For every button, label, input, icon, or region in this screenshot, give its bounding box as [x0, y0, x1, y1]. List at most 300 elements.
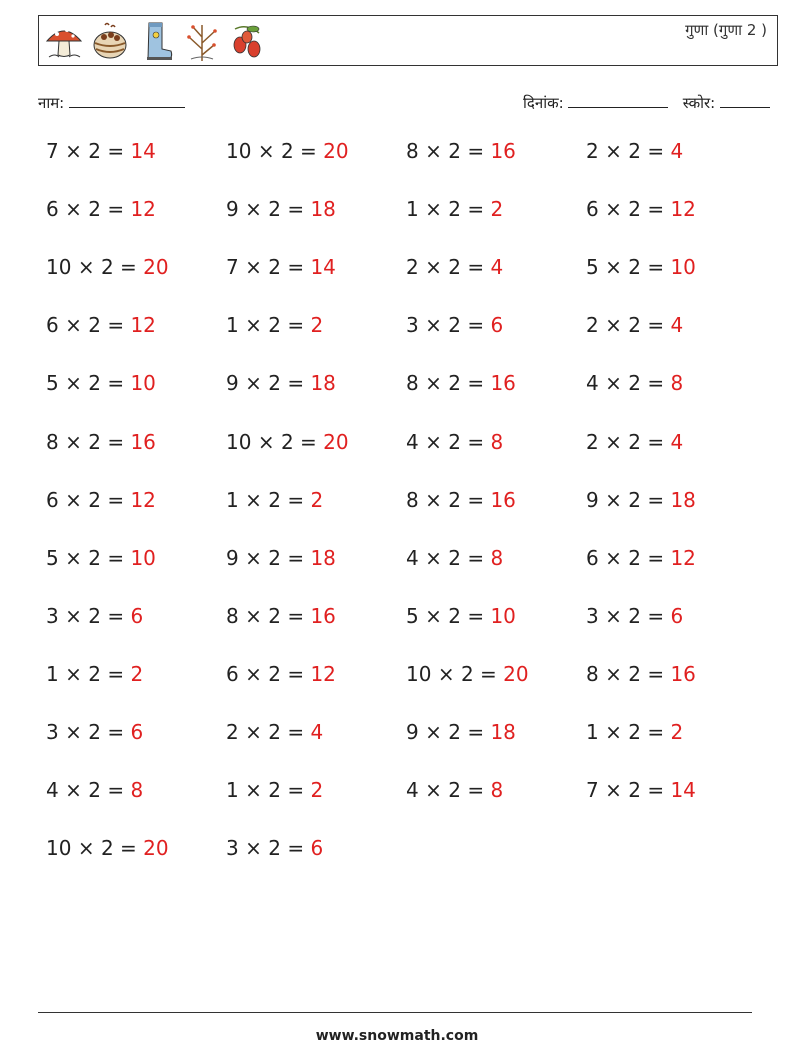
worksheet-header — [38, 15, 778, 66]
problem-item — [406, 778, 503, 802]
operand-a: 9 — [406, 720, 426, 744]
equals-sign: = — [107, 778, 131, 803]
answer: 8 — [130, 778, 144, 803]
operand-b: 2 — [268, 371, 288, 396]
answer: 8 — [490, 778, 504, 803]
mushroom-icon — [43, 19, 85, 63]
times-sign: × — [65, 545, 89, 570]
equals-sign: = — [107, 720, 131, 744]
times-sign: × — [605, 603, 629, 628]
times-sign: × — [605, 778, 629, 803]
answer: 4 — [310, 720, 324, 744]
problem-item — [586, 720, 683, 744]
problem-item — [226, 430, 349, 454]
problem-item — [586, 139, 683, 163]
operand-b: 2 — [628, 545, 648, 570]
answer: 6 — [490, 313, 504, 338]
operand-b: 2 — [628, 255, 648, 280]
operand-a: 4 — [586, 371, 606, 396]
equals-sign: = — [467, 603, 491, 628]
equals-sign: = — [287, 603, 311, 628]
times-sign: × — [425, 778, 449, 803]
problem-item — [406, 371, 516, 395]
problem-item — [406, 720, 516, 744]
answer: 4 — [670, 429, 684, 454]
equals-sign: = — [287, 197, 311, 222]
times-sign: × — [65, 313, 89, 338]
answer: 2 — [310, 778, 324, 803]
answer: 16 — [130, 429, 156, 454]
operand-b: 2 — [628, 313, 648, 338]
answer: 12 — [670, 545, 696, 570]
operand-b: 2 — [628, 603, 648, 628]
answer: 4 — [670, 139, 684, 163]
answer: 18 — [310, 371, 336, 396]
operand-a: 5 — [46, 545, 66, 570]
operand-a: 7 — [46, 139, 66, 163]
problem-item — [46, 546, 156, 570]
name-label: नाम: — [38, 94, 65, 112]
operand-b: 2 — [448, 255, 468, 280]
rosehip-berries-icon — [227, 19, 269, 63]
answer: 18 — [310, 197, 336, 222]
times-sign: × — [245, 778, 269, 803]
problem-item — [226, 371, 336, 395]
times-sign: × — [425, 429, 449, 454]
operand-b: 2 — [88, 429, 108, 454]
answer: 20 — [323, 139, 349, 163]
equals-sign: = — [647, 139, 671, 163]
operand-b: 2 — [88, 661, 108, 686]
operand-a: 9 — [226, 197, 246, 222]
equals-sign: = — [120, 255, 144, 280]
answer: 2 — [310, 487, 324, 512]
operand-a: 6 — [226, 661, 246, 686]
times-sign: × — [605, 139, 629, 163]
operand-a: 3 — [46, 720, 66, 744]
icon-strip — [43, 19, 269, 63]
times-sign: × — [245, 661, 269, 686]
operand-b: 2 — [628, 429, 648, 454]
answer: 20 — [143, 836, 169, 861]
equals-sign: = — [107, 661, 131, 686]
operand-b: 2 — [448, 603, 468, 628]
answer: 12 — [130, 197, 156, 222]
equals-sign: = — [467, 255, 491, 280]
operand-a: 3 — [586, 603, 606, 628]
operand-b: 2 — [268, 313, 288, 338]
operand-a: 10 — [46, 836, 78, 861]
times-sign: × — [245, 836, 269, 861]
times-sign: × — [65, 603, 89, 628]
equals-sign: = — [647, 255, 671, 280]
answer: 20 — [323, 429, 349, 454]
answer: 2 — [310, 313, 324, 338]
answer: 10 — [670, 255, 696, 280]
answer: 6 — [130, 720, 144, 744]
operand-b: 2 — [88, 603, 108, 628]
operand-b: 2 — [268, 197, 288, 222]
equals-sign: = — [287, 720, 311, 744]
operand-b: 2 — [268, 720, 288, 744]
answer: 6 — [130, 603, 144, 628]
times-sign: × — [437, 661, 461, 686]
rain-boot-icon — [135, 19, 177, 63]
operand-a: 2 — [406, 255, 426, 280]
problem-item — [226, 662, 336, 686]
problem-item — [226, 778, 323, 802]
operand-b: 2 — [628, 720, 648, 744]
answer: 14 — [310, 255, 336, 280]
operand-a: 8 — [406, 371, 426, 396]
footer-url[interactable]: www.snowmath.com — [315, 1028, 479, 1044]
answer: 12 — [670, 197, 696, 222]
operand-a: 2 — [586, 429, 606, 454]
answer: 14 — [130, 139, 156, 163]
answer: 6 — [310, 836, 324, 861]
answer: 18 — [490, 720, 516, 744]
answer: 18 — [310, 545, 336, 570]
sheet-title: गुणा (गुणा 2 ) — [685, 21, 767, 39]
equals-sign: = — [467, 429, 491, 454]
score-label: स्कोर: — [682, 94, 716, 112]
problem-item — [406, 662, 529, 686]
operand-a: 4 — [406, 545, 426, 570]
answer: 12 — [130, 487, 156, 512]
times-sign: × — [245, 371, 269, 396]
name-field[interactable] — [38, 93, 185, 113]
answer: 16 — [310, 603, 336, 628]
times-sign: × — [245, 603, 269, 628]
operand-b: 2 — [88, 778, 108, 803]
equals-sign: = — [647, 429, 671, 454]
equals-sign: = — [300, 139, 324, 163]
problem-item — [586, 546, 696, 570]
times-sign: × — [425, 603, 449, 628]
operand-b: 2 — [268, 545, 288, 570]
equals-sign: = — [647, 197, 671, 222]
problem-item — [46, 430, 156, 454]
operand-a: 4 — [406, 429, 426, 454]
equals-sign: = — [300, 429, 324, 454]
operand-b: 2 — [268, 603, 288, 628]
problem-item — [586, 313, 683, 337]
problem-item — [406, 313, 503, 337]
operand-a: 1 — [226, 487, 246, 512]
operand-b: 2 — [88, 197, 108, 222]
operand-b: 2 — [628, 661, 648, 686]
equals-sign: = — [287, 255, 311, 280]
equals-sign: = — [107, 545, 131, 570]
operand-b: 2 — [448, 487, 468, 512]
answer: 10 — [130, 545, 156, 570]
score-blank[interactable] — [720, 93, 770, 108]
times-sign: × — [425, 313, 449, 338]
operand-b: 2 — [628, 139, 648, 163]
times-sign: × — [605, 661, 629, 686]
nut-basket-icon — [89, 19, 131, 63]
equals-sign: = — [647, 720, 671, 744]
times-sign: × — [245, 313, 269, 338]
problem-item — [406, 488, 516, 512]
times-sign: × — [605, 429, 629, 454]
problem-item — [226, 720, 323, 744]
equals-sign: = — [287, 545, 311, 570]
operand-b: 2 — [448, 139, 468, 163]
operand-a: 2 — [586, 139, 606, 163]
problem-item — [406, 139, 516, 163]
times-sign: × — [605, 545, 629, 570]
problem-item — [586, 778, 696, 802]
operand-b: 2 — [448, 545, 468, 570]
problem-item — [46, 604, 143, 628]
operand-b: 2 — [628, 197, 648, 222]
problem-item — [586, 197, 696, 221]
problem-item — [586, 662, 696, 686]
equals-sign: = — [467, 778, 491, 803]
problem-item — [406, 197, 503, 221]
answer: 4 — [490, 255, 504, 280]
problem-item — [226, 604, 336, 628]
equals-sign: = — [647, 661, 671, 686]
equals-sign: = — [287, 313, 311, 338]
times-sign: × — [605, 313, 629, 338]
problem-item — [226, 197, 336, 221]
operand-a: 10 — [226, 139, 258, 163]
operand-b: 2 — [88, 139, 108, 163]
operand-b: 2 — [628, 487, 648, 512]
times-sign: × — [65, 661, 89, 686]
problem-item — [586, 604, 683, 628]
operand-b: 2 — [268, 255, 288, 280]
equals-sign: = — [120, 836, 144, 861]
operand-a: 2 — [226, 720, 246, 744]
equals-sign: = — [287, 487, 311, 512]
answer: 2 — [490, 197, 504, 222]
times-sign: × — [65, 429, 89, 454]
answer: 2 — [130, 661, 144, 686]
operand-a: 8 — [46, 429, 66, 454]
operand-a: 7 — [226, 255, 246, 280]
equals-sign: = — [647, 371, 671, 396]
operand-b: 2 — [448, 429, 468, 454]
times-sign: × — [65, 197, 89, 222]
problem-item — [46, 778, 143, 802]
answer: 16 — [490, 371, 516, 396]
operand-a: 6 — [46, 487, 66, 512]
operand-b: 2 — [628, 371, 648, 396]
times-sign: × — [605, 720, 629, 744]
problem-item — [406, 546, 503, 570]
answer: 4 — [670, 313, 684, 338]
equals-sign: = — [647, 313, 671, 338]
date-score-fields — [523, 93, 770, 113]
operand-b: 2 — [88, 720, 108, 744]
date-label: दिनांक: — [523, 94, 564, 112]
problem-item — [406, 604, 516, 628]
operand-a: 1 — [406, 197, 426, 222]
times-sign: × — [245, 197, 269, 222]
operand-a: 1 — [46, 661, 66, 686]
operand-a: 1 — [226, 313, 246, 338]
equals-sign: = — [107, 371, 131, 396]
operand-b: 2 — [88, 313, 108, 338]
times-sign: × — [425, 139, 449, 163]
operand-a: 5 — [406, 603, 426, 628]
answer: 8 — [490, 429, 504, 454]
equals-sign: = — [287, 778, 311, 803]
problem-item — [586, 255, 696, 279]
operand-a: 9 — [226, 371, 246, 396]
answer: 16 — [670, 661, 696, 686]
date-blank[interactable] — [568, 93, 668, 108]
times-sign: × — [425, 371, 449, 396]
operand-a: 8 — [586, 661, 606, 686]
operand-a: 6 — [586, 545, 606, 570]
equals-sign: = — [107, 487, 131, 512]
answer: 14 — [670, 778, 696, 803]
operand-a: 6 — [586, 197, 606, 222]
times-sign: × — [425, 720, 449, 744]
equals-sign: = — [287, 661, 311, 686]
operand-b: 2 — [448, 197, 468, 222]
problem-item — [586, 371, 683, 395]
times-sign: × — [77, 836, 101, 861]
operand-b: 2 — [628, 778, 648, 803]
operand-a: 6 — [46, 313, 66, 338]
times-sign: × — [425, 197, 449, 222]
answer: 2 — [670, 720, 684, 744]
operand-b: 2 — [268, 487, 288, 512]
operand-b: 2 — [88, 545, 108, 570]
answer: 10 — [130, 371, 156, 396]
answer: 20 — [143, 255, 169, 280]
times-sign: × — [65, 778, 89, 803]
times-sign: × — [257, 429, 281, 454]
operand-b: 2 — [448, 313, 468, 338]
times-sign: × — [65, 487, 89, 512]
times-sign: × — [245, 720, 269, 744]
times-sign: × — [605, 197, 629, 222]
problem-item — [46, 488, 156, 512]
times-sign: × — [605, 255, 629, 280]
problem-item — [226, 546, 336, 570]
equals-sign: = — [647, 487, 671, 512]
problem-item — [46, 255, 169, 279]
problem-item — [46, 139, 156, 163]
operand-a: 9 — [586, 487, 606, 512]
answer: 16 — [490, 139, 516, 163]
equals-sign: = — [107, 429, 131, 454]
times-sign: × — [605, 487, 629, 512]
equals-sign: = — [467, 313, 491, 338]
equals-sign: = — [467, 487, 491, 512]
equals-sign: = — [647, 778, 671, 803]
operand-a: 8 — [406, 139, 426, 163]
name-blank[interactable] — [69, 93, 185, 108]
bare-branch-icon — [181, 19, 223, 63]
operand-a: 4 — [46, 778, 66, 803]
operand-a: 8 — [226, 603, 246, 628]
equals-sign: = — [287, 371, 311, 396]
times-sign: × — [65, 139, 89, 163]
equals-sign: = — [467, 139, 491, 163]
times-sign: × — [257, 139, 281, 163]
operand-b: 2 — [88, 371, 108, 396]
operand-a: 6 — [46, 197, 66, 222]
times-sign: × — [425, 545, 449, 570]
problem-item — [226, 255, 336, 279]
operand-b: 2 — [448, 371, 468, 396]
operand-a: 8 — [406, 487, 426, 512]
times-sign: × — [65, 371, 89, 396]
operand-b: 2 — [100, 255, 121, 280]
operand-b: 2 — [280, 429, 301, 454]
equals-sign: = — [107, 139, 131, 163]
times-sign: × — [245, 255, 269, 280]
operand-b: 2 — [100, 836, 121, 861]
problem-item — [586, 430, 683, 454]
times-sign: × — [65, 720, 89, 744]
problem-item — [46, 313, 156, 337]
equals-sign: = — [467, 545, 491, 570]
equals-sign: = — [107, 603, 131, 628]
operand-a: 10 — [46, 255, 78, 280]
operand-a: 10 — [226, 429, 258, 454]
operand-a: 1 — [226, 778, 246, 803]
times-sign: × — [425, 255, 449, 280]
problem-item — [406, 430, 503, 454]
times-sign: × — [245, 545, 269, 570]
operand-b: 2 — [268, 778, 288, 803]
operand-b: 2 — [460, 661, 481, 686]
operand-b: 2 — [448, 720, 468, 744]
times-sign: × — [425, 487, 449, 512]
problem-item — [46, 720, 143, 744]
operand-b: 2 — [88, 487, 108, 512]
answer: 12 — [130, 313, 156, 338]
answer: 16 — [490, 487, 516, 512]
operand-b: 2 — [268, 836, 288, 861]
problem-item — [586, 488, 696, 512]
problem-item — [406, 255, 503, 279]
operand-a: 10 — [406, 661, 438, 686]
equals-sign: = — [287, 836, 311, 861]
operand-a: 3 — [406, 313, 426, 338]
operand-b: 2 — [448, 778, 468, 803]
answer: 12 — [310, 661, 336, 686]
answer: 8 — [670, 371, 684, 396]
equals-sign: = — [467, 720, 491, 744]
operand-b: 2 — [268, 661, 288, 686]
operand-a: 1 — [586, 720, 606, 744]
times-sign: × — [245, 487, 269, 512]
answer: 20 — [503, 661, 529, 686]
problem-item — [46, 836, 169, 860]
answer: 8 — [490, 545, 504, 570]
equals-sign: = — [647, 545, 671, 570]
problem-item — [46, 197, 156, 221]
operand-a: 7 — [586, 778, 606, 803]
equals-sign: = — [107, 313, 131, 338]
answer: 10 — [490, 603, 516, 628]
times-sign: × — [77, 255, 101, 280]
answer: 18 — [670, 487, 696, 512]
equals-sign: = — [467, 371, 491, 396]
problem-item — [226, 836, 323, 860]
problem-item — [226, 313, 323, 337]
operand-a: 9 — [226, 545, 246, 570]
